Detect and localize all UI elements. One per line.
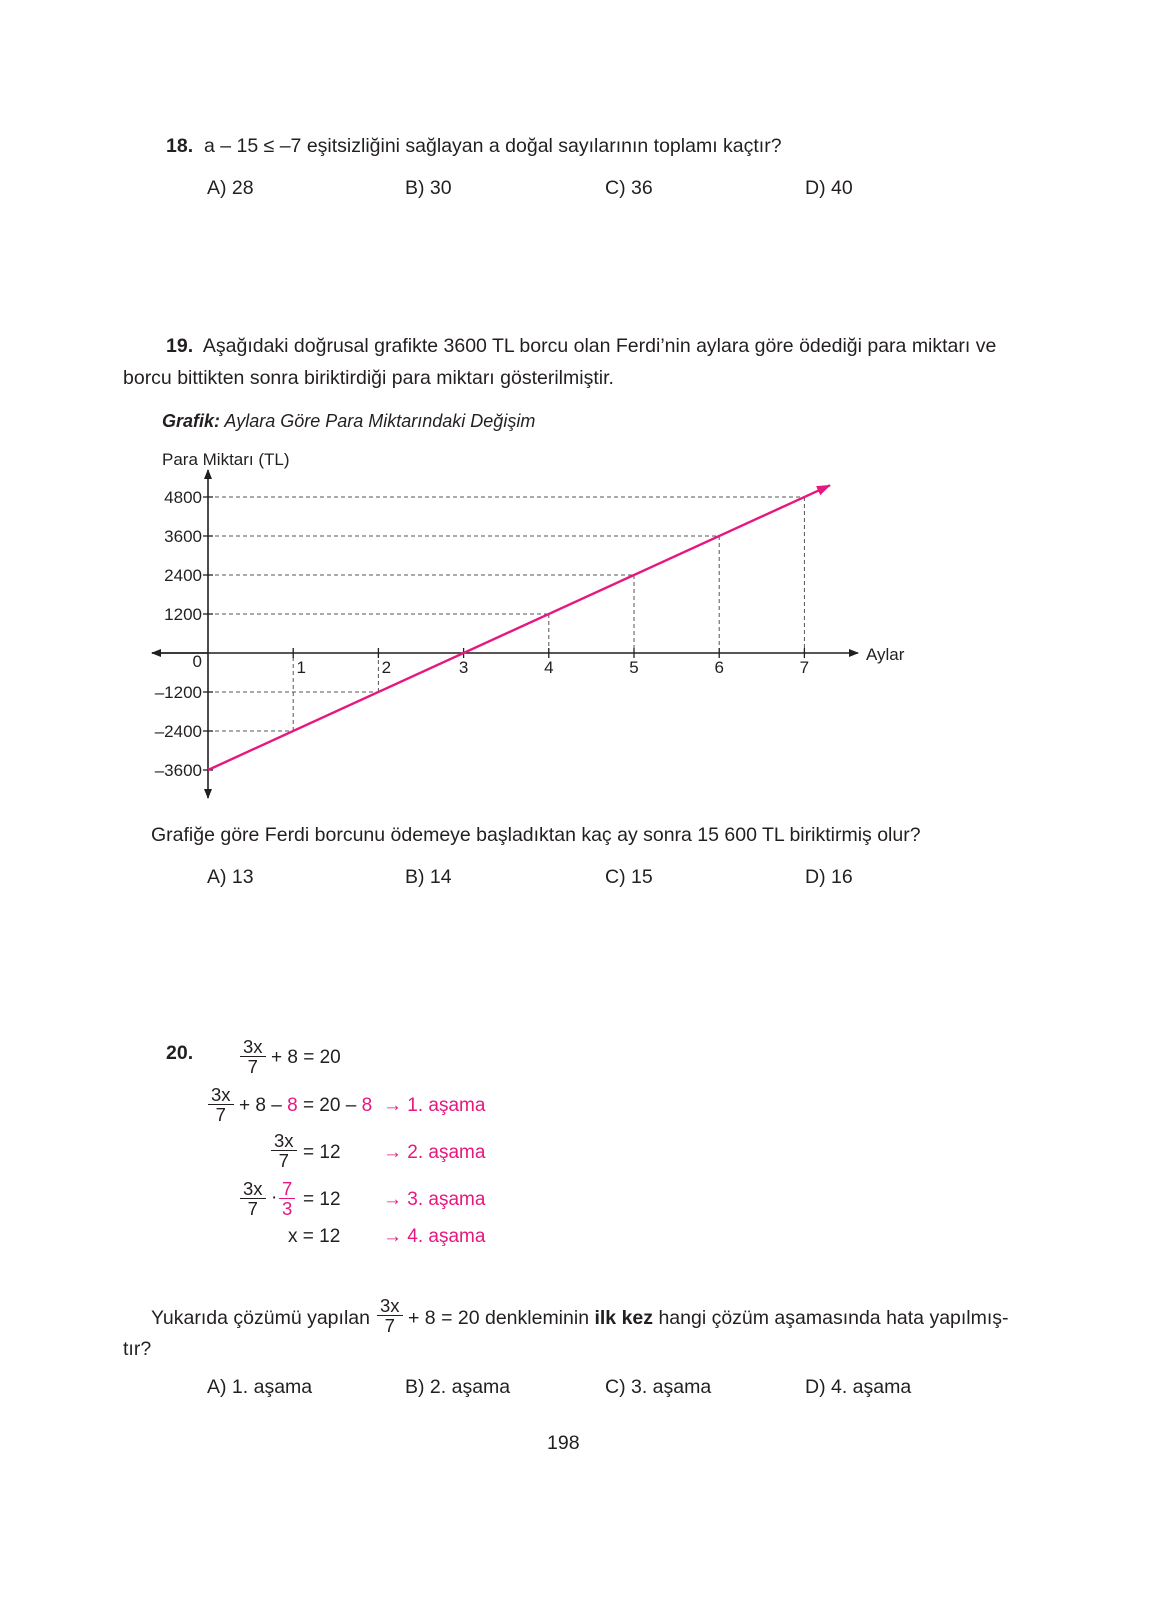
q18-option-b[interactable]: B) 30 <box>405 177 452 199</box>
q20-question-c: hangi çözüm aşamasında hata yapılmış- <box>658 1307 1009 1329</box>
s2-fraction <box>271 1131 297 1170</box>
s1-part-c: = 20 – <box>302 1095 357 1116</box>
q20-option-d[interactable]: D) 4. aşama <box>805 1376 912 1398</box>
q20-question-bold: ilk kez <box>594 1307 654 1329</box>
s1-expression <box>239 1095 372 1117</box>
chart-caption-title: Aylara Göre Para Miktarındaki Değişim <box>220 411 536 431</box>
s1-fraction <box>208 1085 234 1124</box>
q19-question: Grafiğe göre Ferdi borcunu ödemeye başladıktan kaç ay sonra 15 600 TL biriktirmiş olur? <box>151 824 921 846</box>
s4-stage-label: → 4. aşama <box>383 1226 486 1247</box>
q18-option-a[interactable]: A) 28 <box>207 177 254 199</box>
q19-text-line1: Aşağıdaki doğrusal grafikte 3600 TL borcu olan Ferdi’nin aylara göre ödediği para miktarı ve <box>202 335 997 357</box>
s0-fraction <box>240 1037 266 1076</box>
x-tick-label: 7 <box>799 658 810 677</box>
y-tick-label: 1200 <box>164 605 202 624</box>
x-tick-label: 5 <box>629 658 639 677</box>
s4-text: x = 12 <box>288 1226 341 1247</box>
x-tick-label: 4 <box>544 658 554 677</box>
s3-fraction <box>240 1179 266 1218</box>
q19-option-c[interactable]: C) 15 <box>605 866 653 888</box>
y-tick-label: 2400 <box>164 566 202 585</box>
q19-option-d[interactable]: D) 16 <box>805 866 853 888</box>
s1-part-d: 8 <box>361 1095 373 1116</box>
y-tick-label: –1200 <box>154 683 202 702</box>
s2-frac-num: 3x <box>271 1131 297 1151</box>
y-tick-label: 3600 <box>164 527 202 546</box>
q20-question-fraction <box>377 1296 403 1335</box>
chart-caption-label: Grafik: <box>162 411 221 431</box>
s0-frac-num: 3x <box>240 1037 266 1057</box>
s2-stage-label: → 2. aşama <box>383 1142 486 1163</box>
s3-pfrac-den: 3 <box>282 1198 293 1219</box>
line-chart <box>0 440 1163 820</box>
q20-option-a[interactable]: A) 1. aşama <box>207 1376 313 1398</box>
q18-option-c[interactable]: C) 36 <box>605 177 653 199</box>
s1-part-b: 8 <box>287 1095 298 1116</box>
x-tick-label: 3 <box>458 658 469 677</box>
q18-line <box>166 135 782 158</box>
q20-qfrac-den: 7 <box>384 1315 395 1336</box>
q20-question-a: Yukarıda çözümü yapılan <box>151 1307 370 1329</box>
s3-pfrac-num: 7 <box>279 1179 295 1199</box>
y-tick-label: 4800 <box>164 488 202 507</box>
q20-question-rest <box>408 1307 1009 1330</box>
q20-qfrac-num: 3x <box>377 1296 403 1316</box>
s3-rest: = 12 <box>303 1189 341 1210</box>
s0-rest: + 8 = 20 <box>271 1047 341 1068</box>
s2-frac-den: 7 <box>278 1150 289 1171</box>
s2-rest: = 12 <box>303 1142 341 1163</box>
s1-frac-num: 3x <box>208 1085 234 1105</box>
q20-number: 20. <box>166 1042 194 1064</box>
series-line <box>208 485 830 770</box>
q20-question-line2: tır? <box>123 1338 152 1360</box>
y-tick-label: –3600 <box>154 761 202 780</box>
q20-option-c[interactable]: C) 3. aşama <box>605 1376 712 1398</box>
x-tick-label: 2 <box>381 658 392 677</box>
q20-option-b[interactable]: B) 2. aşama <box>405 1376 511 1398</box>
y-tick-label: 0 <box>192 652 202 671</box>
q19-text-line2: borcu bittikten sonra biriktirdiği para miktarı gösterilmiştir. <box>123 367 614 389</box>
q19-number: 19. <box>166 335 194 357</box>
x-tick-label: 6 <box>714 658 724 677</box>
y-axis-label: Para Miktarı (TL) <box>162 450 290 469</box>
s1-frac-den: 7 <box>215 1104 226 1125</box>
q19-line1 <box>166 335 996 358</box>
s1-part-a: + 8 – <box>239 1095 282 1116</box>
page-number: 198 <box>547 1432 580 1454</box>
x-tick-label: 1 <box>296 658 306 677</box>
s0-frac-den: 7 <box>247 1056 258 1077</box>
s3-frac-num: 3x <box>240 1179 266 1199</box>
q19-option-b[interactable]: B) 14 <box>405 866 452 888</box>
s3-stage-label: → 3. aşama <box>383 1189 486 1210</box>
q18-option-d[interactable]: D) 40 <box>805 177 853 199</box>
s1-stage-label: → 1. aşama <box>383 1095 486 1116</box>
y-tick-label: –2400 <box>154 722 202 741</box>
s3-dot: · <box>271 1187 278 1208</box>
x-axis-label: Aylar <box>866 645 905 664</box>
q18-number: 18. <box>166 135 194 157</box>
q18-text: a – 15 ≤ –7 eşitsizliğini sağlayan a doğal sayılarının toplamı kaçtır? <box>203 135 782 157</box>
q20-question-b: + 8 = 20 denkleminin <box>408 1307 590 1329</box>
s3-frac-den: 7 <box>247 1198 258 1219</box>
q19-option-a[interactable]: A) 13 <box>207 866 254 888</box>
s3-pink-fraction <box>279 1179 295 1218</box>
chart-caption <box>162 411 535 432</box>
